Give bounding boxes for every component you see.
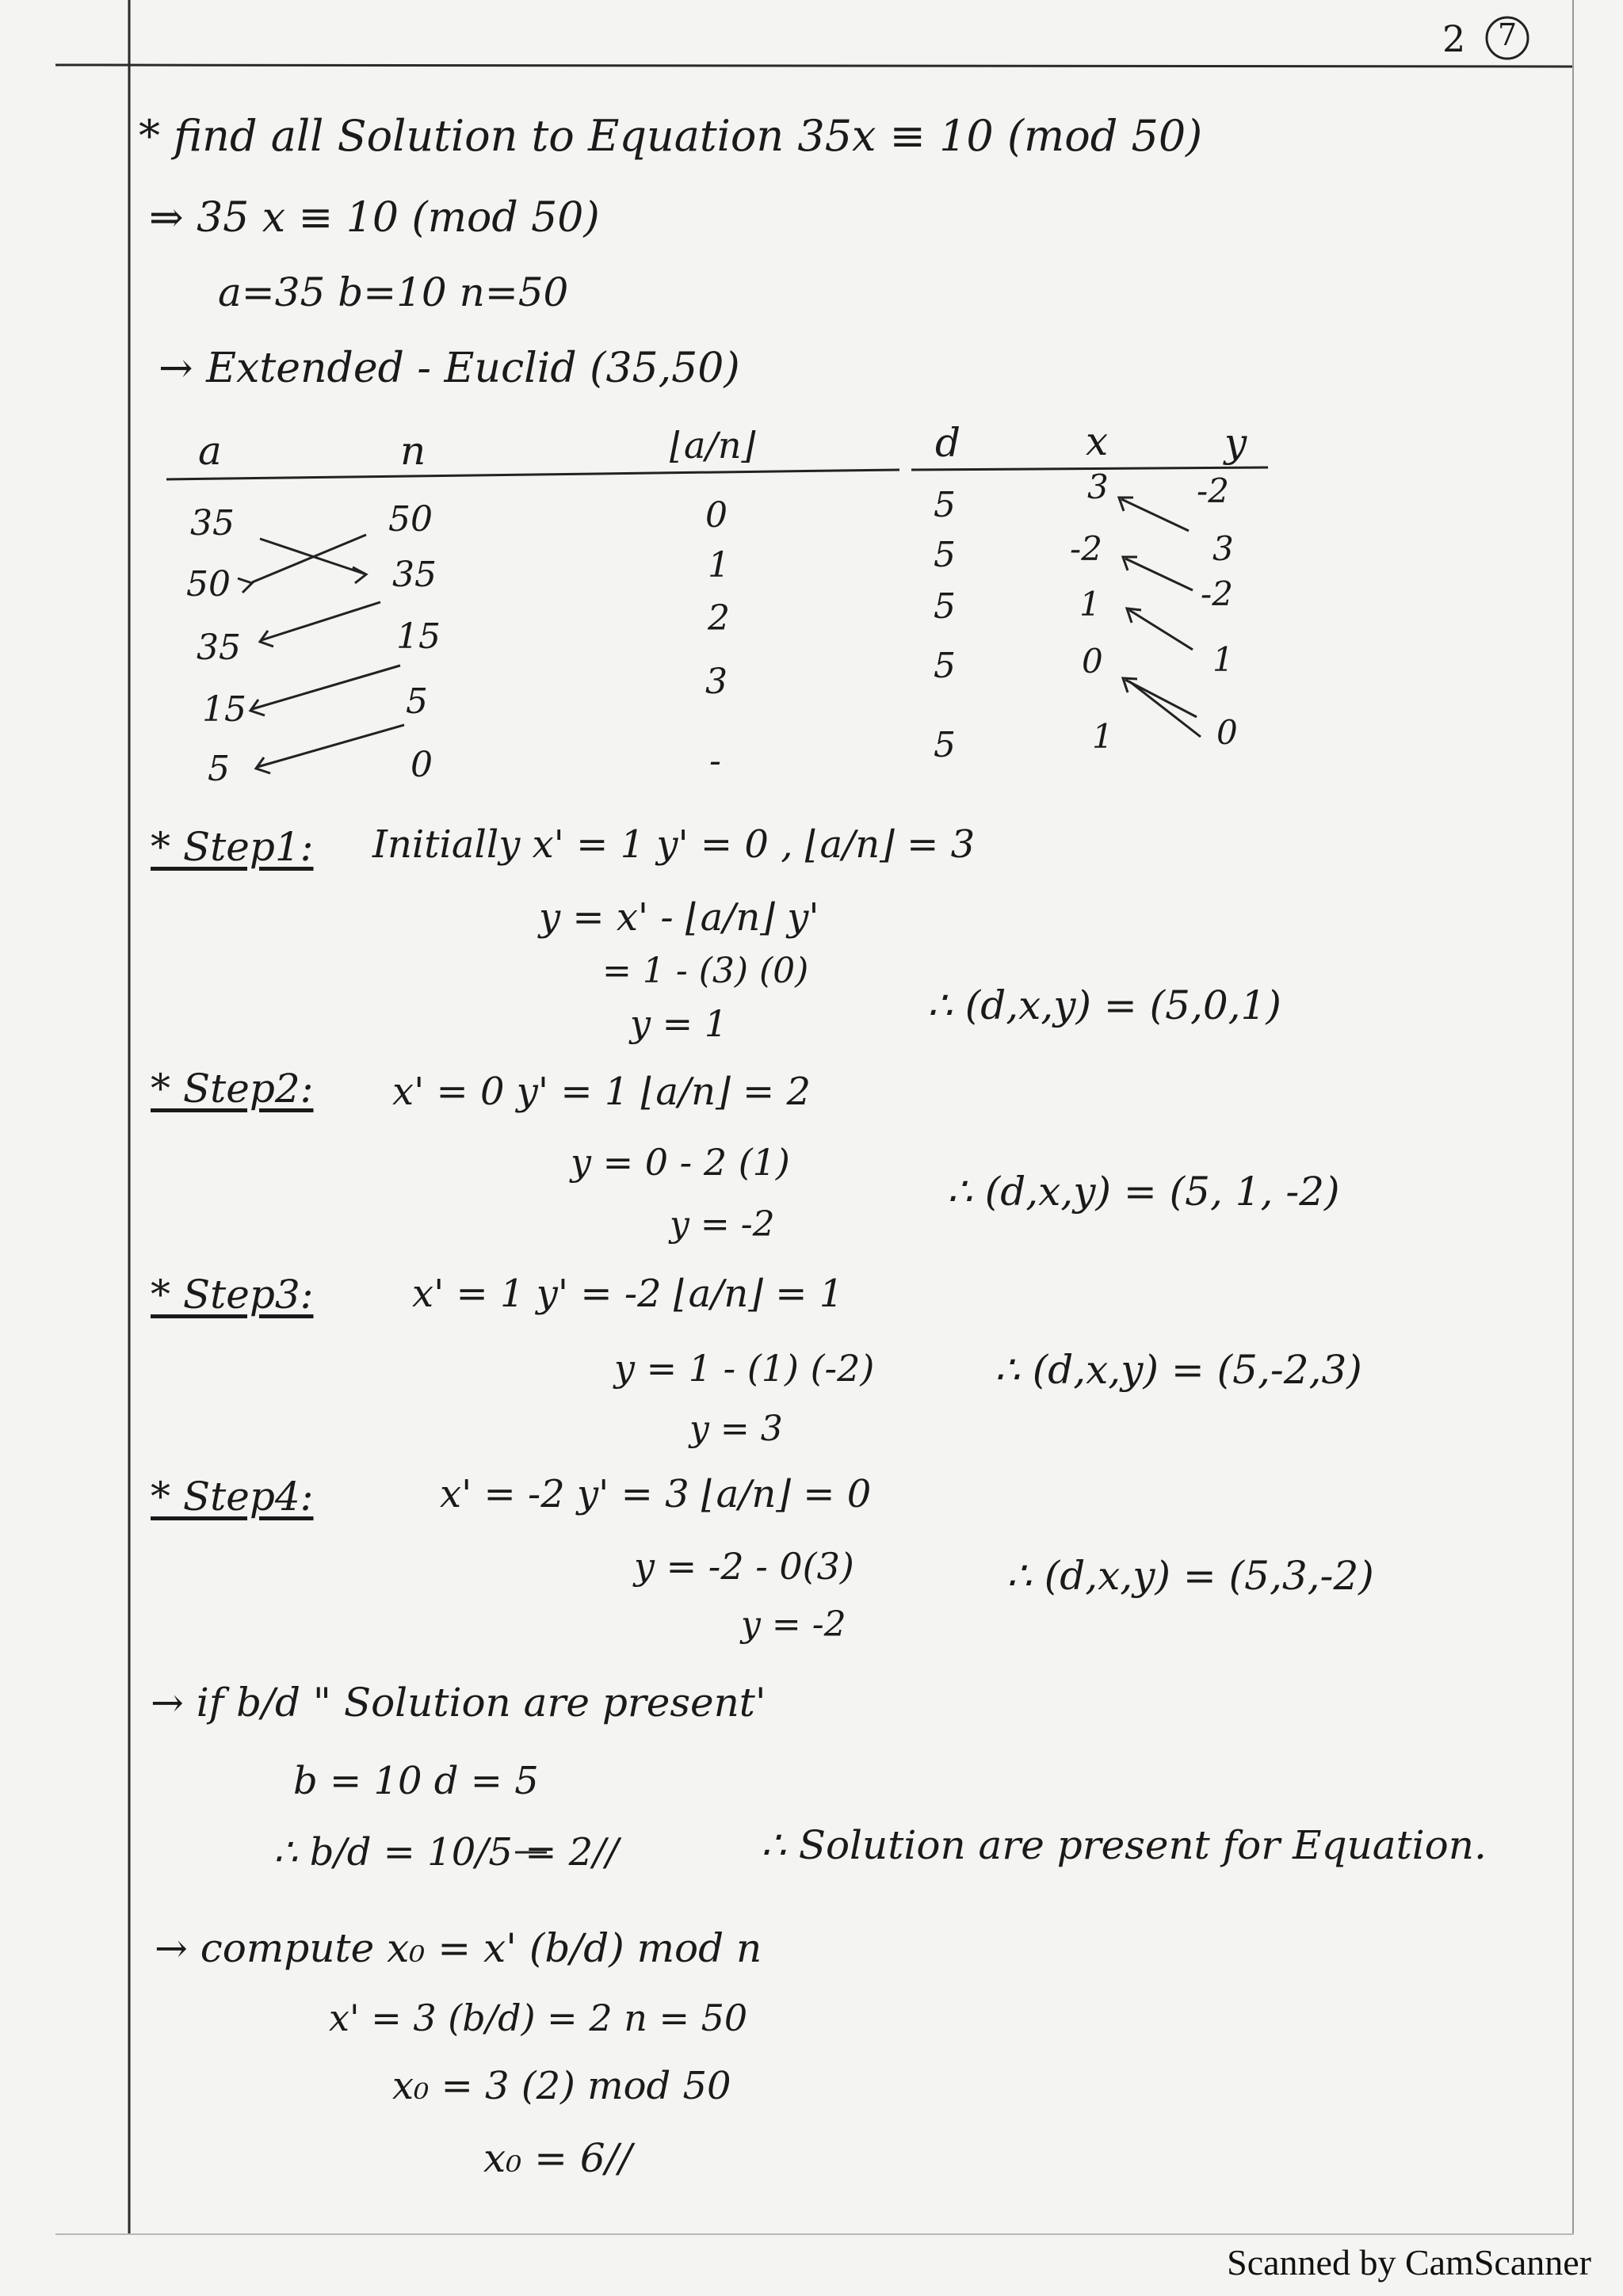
step2-label: * Step2: bbox=[151, 1066, 314, 1112]
cell-n: 0 bbox=[411, 745, 433, 785]
divisibility-check: → if b/d " Solution are present' bbox=[151, 1680, 766, 1726]
step1-formula: y = x' - ⌊a/n⌋ y' bbox=[539, 895, 819, 940]
step4-init: x' = -2 y' = 3 ⌊a/n⌋ = 0 bbox=[440, 1472, 872, 1516]
problem-values: a=35 b=10 n=50 bbox=[218, 269, 569, 315]
problem-title: * find all Solution to Equation 35x ≡ 10 (mod 50) bbox=[139, 111, 1203, 161]
table-header-a: a bbox=[198, 428, 222, 474]
cell-x: 1 bbox=[1079, 585, 1101, 624]
step4-result: ∴ (d,x,y) = (5,3,-2) bbox=[1006, 1553, 1374, 1599]
cell-n: 35 bbox=[392, 555, 437, 595]
cell-q: 2 bbox=[708, 598, 730, 639]
step1-y-value: y = 1 bbox=[630, 1002, 728, 1045]
x0-expression: x₀ = 3 (2) mod 50 bbox=[392, 2064, 731, 2108]
swap-arrows bbox=[238, 535, 404, 773]
table-header-floor: ⌊a/n⌋ bbox=[670, 424, 756, 467]
cell-x: -2 bbox=[1070, 529, 1102, 568]
step3-formula: y = 1 - (1) (-2) bbox=[614, 1347, 875, 1390]
x0-result: x₀ = 6// bbox=[483, 2135, 632, 2181]
step2-y-value: y = -2 bbox=[670, 1204, 775, 1245]
table-header-x: x bbox=[1086, 418, 1109, 464]
scanner-watermark: Scanned by CamScanner bbox=[1227, 2242, 1591, 2283]
step4-formula: y = -2 - 0(3) bbox=[634, 1545, 854, 1588]
cell-n: 5 bbox=[406, 681, 428, 722]
step4-label: * Step4: bbox=[151, 1474, 314, 1520]
cell-a: 35 bbox=[197, 627, 241, 668]
cell-d: 5 bbox=[934, 535, 956, 575]
step2-init: x' = 0 y' = 1 ⌊a/n⌋ = 2 bbox=[392, 1070, 812, 1114]
cell-q: 3 bbox=[705, 662, 727, 702]
extended-euclid-heading: → Extended - Euclid (35,50) bbox=[158, 345, 740, 392]
step3-label: * Step3: bbox=[151, 1272, 314, 1318]
cell-y: 3 bbox=[1212, 529, 1234, 568]
cell-x: 3 bbox=[1087, 467, 1109, 506]
b-over-d-result: ∴ b/d = 10/5 = 2// bbox=[273, 1830, 619, 1875]
cell-x: 1 bbox=[1092, 717, 1113, 756]
step3-y-value: y = 3 bbox=[689, 1409, 783, 1449]
problem-equation: ⇒ 35 x ≡ 10 (mod 50) bbox=[149, 194, 600, 242]
cell-n: 15 bbox=[396, 616, 441, 657]
table-header-y: y bbox=[1224, 420, 1247, 466]
cell-d: 5 bbox=[934, 725, 956, 765]
cell-q: - bbox=[709, 741, 721, 781]
cell-y: -2 bbox=[1201, 574, 1233, 613]
cell-d: 5 bbox=[934, 646, 956, 686]
cell-q: 1 bbox=[708, 545, 730, 585]
step3-result: ∴ (d,x,y) = (5,-2,3) bbox=[995, 1347, 1362, 1393]
cell-y: 1 bbox=[1212, 640, 1234, 679]
cell-a: 35 bbox=[190, 503, 235, 543]
table-header-d: d bbox=[935, 420, 961, 466]
solutions-present-note: ∴ Solution are present for Equation. bbox=[761, 1822, 1487, 1868]
step4-y-value: y = -2 bbox=[741, 1604, 846, 1645]
page-number-circled: 7 bbox=[1498, 17, 1518, 52]
table-header-n: n bbox=[400, 428, 426, 474]
step1-label: * Step1: bbox=[151, 824, 314, 870]
cell-a: 50 bbox=[186, 564, 231, 605]
cell-a: 15 bbox=[202, 689, 246, 730]
top-rule bbox=[55, 65, 1573, 67]
cell-y: -2 bbox=[1197, 471, 1229, 510]
step1-substitution: = 1 - (3) (0) bbox=[602, 951, 809, 991]
compute-x0-formula: → compute x₀ = x' (b/d) mod n bbox=[155, 1925, 762, 1971]
compute-values: x' = 3 (b/d) = 2 n = 50 bbox=[329, 1997, 748, 2039]
cell-q: 0 bbox=[705, 495, 727, 536]
page-number: 2 bbox=[1442, 17, 1466, 60]
step1-init: Initially x' = 1 y' = 0 , ⌊a/n⌋ = 3 bbox=[372, 822, 976, 867]
table-header-rule-left bbox=[166, 470, 899, 479]
cell-y: 0 bbox=[1216, 713, 1238, 752]
cell-n: 50 bbox=[388, 499, 433, 540]
step1-result: ∴ (d,x,y) = (5,0,1) bbox=[927, 982, 1281, 1028]
cell-a: 5 bbox=[208, 749, 230, 789]
step2-result: ∴ (d,x,y) = (5, 1, -2) bbox=[947, 1169, 1340, 1215]
b-and-d-values: b = 10 d = 5 bbox=[293, 1759, 539, 1803]
step3-init: x' = 1 y' = -2 ⌊a/n⌋ = 1 bbox=[412, 1272, 844, 1316]
backsub-arrows bbox=[1119, 498, 1201, 737]
cell-x: 0 bbox=[1082, 642, 1103, 681]
cell-d: 5 bbox=[934, 586, 956, 627]
step2-formula: y = 0 - 2 (1) bbox=[571, 1141, 790, 1184]
cell-d: 5 bbox=[934, 485, 956, 525]
